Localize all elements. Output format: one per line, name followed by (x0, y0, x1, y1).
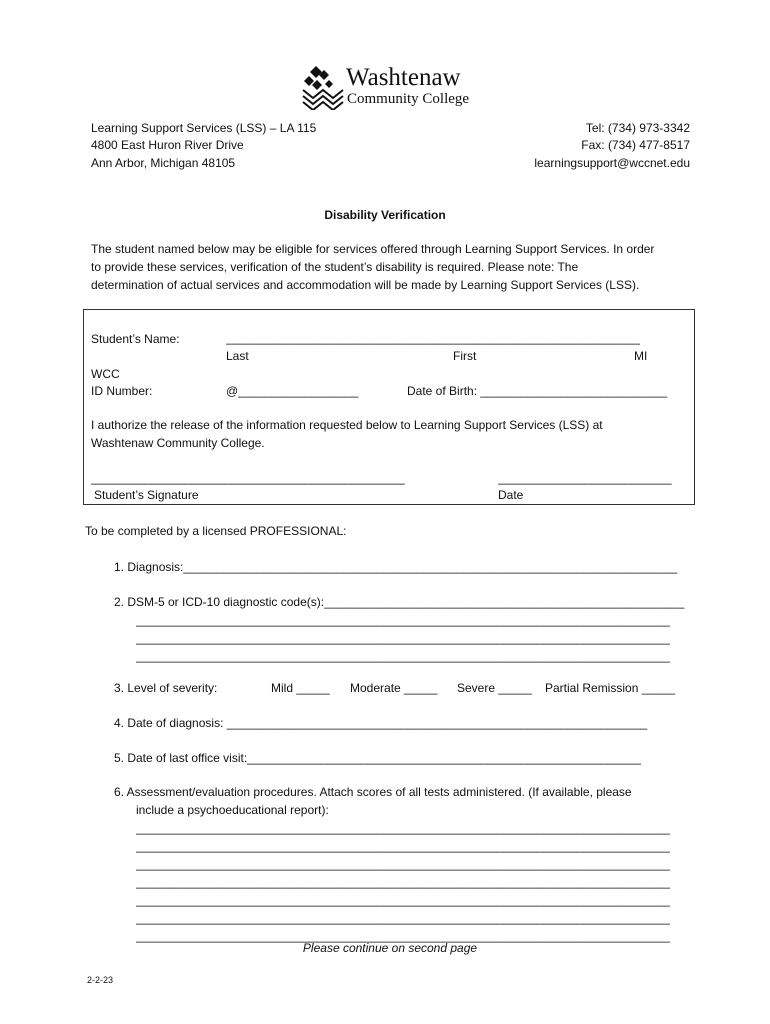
signature-date-field[interactable]: __________________________ (498, 471, 672, 485)
diagnostic-code-line[interactable]: ________________________________________________________________________________ (136, 649, 670, 663)
assessment-line[interactable]: ________________________________________________________________________________ (136, 893, 670, 907)
email-address[interactable]: learningsupport@wccnet.edu (534, 156, 690, 170)
intro-line-3: determination of actual services and accommodation will be made by Learning Support Services (LSS). (91, 278, 640, 292)
logo-subtitle: Community College (347, 91, 470, 107)
signature-caption: Student’s Signature (94, 488, 199, 502)
assessment-line[interactable]: ________________________________________________________________________________ (136, 839, 670, 853)
last-name-caption: Last (226, 349, 249, 363)
id-number-field[interactable]: @__________________ (226, 384, 359, 398)
wcc-label: WCC (91, 367, 120, 381)
first-name-caption: First (453, 349, 477, 363)
date-of-diagnosis-field[interactable]: 4. Date of diagnosis: _______________________________________________________________ (114, 716, 648, 730)
severity-severe-field[interactable]: Severe _____ (457, 681, 532, 695)
fax-number: Fax: (734) 477-8517 (581, 138, 690, 152)
signature-field[interactable]: _______________________________________________ (91, 471, 405, 485)
diagnostic-code-line[interactable]: ________________________________________________________________________________ (136, 613, 670, 627)
date-caption: Date (498, 488, 524, 502)
college-logo (302, 64, 482, 110)
middle-initial-caption: MI (634, 349, 648, 363)
student-name-field[interactable]: ______________________________________________________________ (226, 331, 640, 345)
college-logo-icon (302, 64, 344, 110)
assessment-line[interactable]: ________________________________________________________________________________ (136, 857, 670, 871)
logo-title: Washtenaw (346, 64, 461, 91)
severity-moderate-field[interactable]: Moderate _____ (350, 681, 438, 695)
address-line-2: 4800 East Huron River Drive (91, 138, 244, 152)
id-number-label: ID Number: (91, 384, 153, 398)
assessment-instructions-2: include a psychoeducational report): (136, 803, 329, 817)
assessment-line[interactable]: ________________________________________________________________________________ (136, 929, 670, 943)
severity-partial-remission-field[interactable]: Partial Remission _____ (545, 681, 676, 695)
assessment-line[interactable]: ________________________________________________________________________________ (136, 875, 670, 889)
diagnostic-code-line[interactable]: ________________________________________________________________________________ (136, 631, 670, 645)
student-name-label: Student’s Name: (91, 332, 180, 346)
diagnosis-field[interactable]: 1. Diagnosis:__________________________________________________________________________ (114, 560, 678, 574)
intro-line-1: The student named below may be eligible for services offered through Learning Support Services. In order (91, 242, 655, 256)
last-office-visit-field[interactable]: 5. Date of last office visit:___________________________________________________________ (114, 751, 641, 765)
phone-number: Tel: (734) 973-3342 (585, 121, 690, 135)
assessment-line[interactable]: ________________________________________________________________________________ (136, 821, 670, 835)
assessment-instructions-1: 6. Assessment/evaluation procedures. Attach scores of all tests administered. (If available, please (114, 785, 632, 799)
document-title: Disability Verification (324, 208, 446, 222)
severity-label: 3. Level of severity: (114, 681, 218, 695)
date-of-birth-field[interactable]: Date of Birth: ____________________________ (407, 384, 668, 398)
continue-note: Please continue on second page (302, 941, 478, 955)
severity-mild-field[interactable]: Mild _____ (271, 681, 330, 695)
address-line-1: Learning Support Services (LSS) – LA 115 (91, 121, 317, 135)
diagnostic-code-field[interactable]: 2. DSM-5 or ICD-10 diagnostic code(s):______________________________________________________ (114, 595, 685, 609)
authorization-text-2: Washtenaw Community College. (91, 436, 265, 450)
professional-heading: To be completed by a licensed PROFESSIONAL: (85, 524, 347, 538)
revision-date: 2-2-23 (87, 975, 114, 985)
address-line-3: Ann Arbor, Michigan 48105 (91, 156, 236, 170)
authorization-text-1: I authorize the release of the information requested below to Learning Support Services (LSS) at (91, 418, 603, 432)
assessment-line[interactable]: ________________________________________________________________________________ (136, 911, 670, 925)
intro-line-2: to provide these services, verification of the student’s disability is required. Please note: The (91, 260, 579, 274)
